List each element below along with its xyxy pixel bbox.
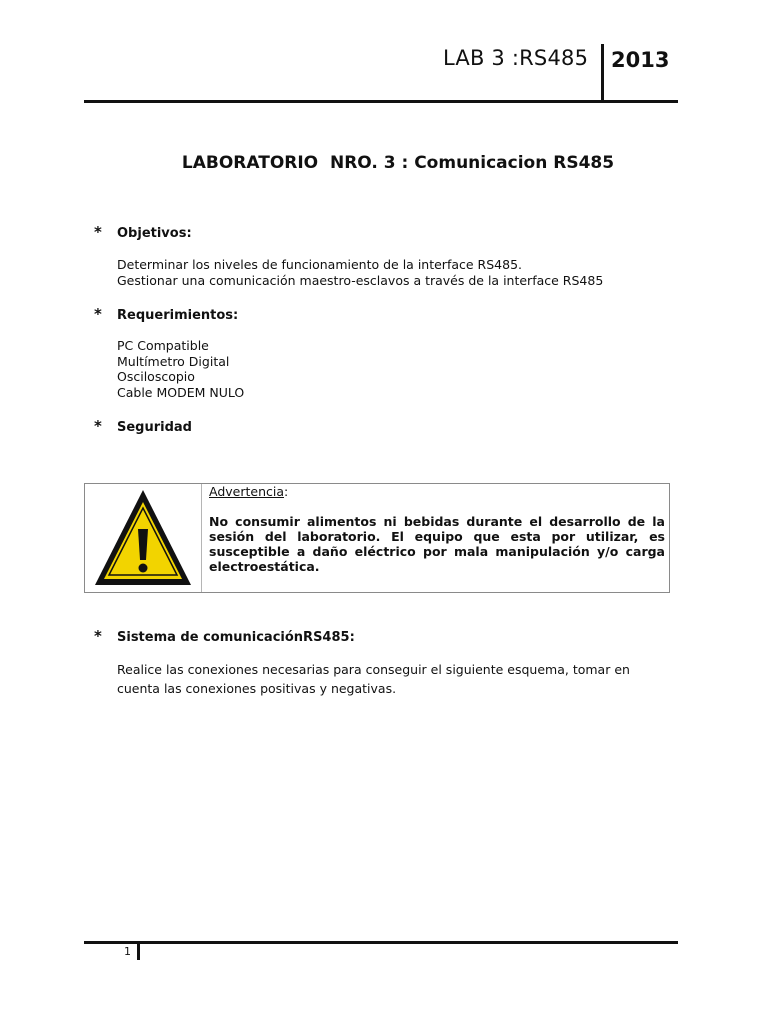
sistema-paragraph [117, 660, 630, 698]
warning-box [84, 483, 670, 593]
list-item: Cable MODEM NULO [117, 384, 245, 400]
bullet-icon: * [94, 223, 102, 241]
section-heading-requerimientos: Requerimientos: [117, 308, 239, 323]
header-rule [84, 100, 678, 103]
warning-text [209, 484, 665, 574]
document-title: LABORATORIO NRO. 3 : Comunicacion RS485 [181, 153, 615, 173]
list-item: Determinar los niveles de funcionamiento de la interface RS485. [117, 257, 522, 272]
list-item: Gestionar una comunicación maestro-esclavos a través de la interface RS485 [117, 272, 604, 288]
list-item: Multímetro Digital [117, 353, 230, 369]
paragraph-line: Realice las conexiones necesarias para conseguir el siguiente esquema, tomar en [117, 662, 630, 677]
header-divider [601, 44, 604, 101]
warning-body: No consumir alimentos ni bebidas durante el desarrollo de la sesión del laboratorio. El equipo que esta por utilizar, es susceptible a daño eléctrico por mala manipulación y/o carga electroestática. [209, 514, 665, 574]
objetivos-list [117, 257, 603, 288]
section-heading-seguridad: Seguridad [117, 420, 192, 435]
section-heading-objetivos: Objetivos: [117, 226, 192, 241]
bullet-icon: * [94, 627, 102, 645]
header-title: LAB 3 :RS485 [443, 46, 589, 70]
warning-heading: Advertencia [209, 484, 285, 499]
paragraph-line: cuenta las conexiones positivas y negativas. [117, 681, 397, 696]
header-year: 2013 [611, 48, 670, 72]
footer-rule [84, 941, 678, 944]
requerimientos-list [117, 338, 244, 400]
bullet-icon: * [94, 305, 102, 323]
warning-triangle-icon [91, 487, 195, 593]
page-number: 1 [124, 945, 131, 958]
warning-divider [201, 484, 202, 592]
list-item: Osciloscopio [117, 369, 195, 384]
list-item: PC Compatible [117, 338, 209, 353]
warning-heading-colon: : [284, 484, 289, 499]
section-heading-sistema: Sistema de comunicaciónRS485: [117, 630, 355, 645]
footer-divider [137, 943, 140, 960]
bullet-icon: * [94, 417, 102, 435]
